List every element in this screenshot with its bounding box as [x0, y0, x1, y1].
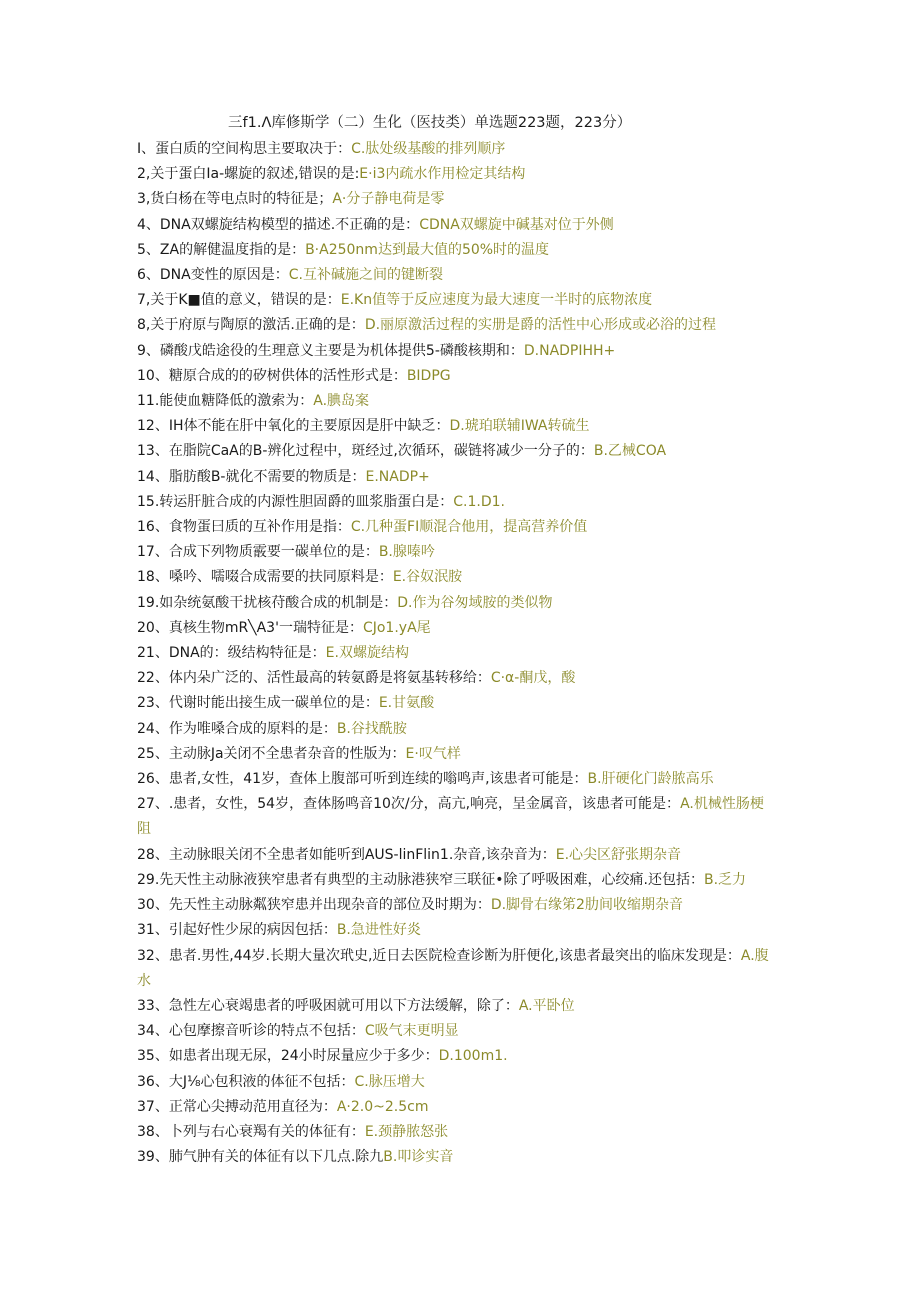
- question-item: [137, 1145, 777, 1170]
- question-item: [137, 465, 777, 490]
- question-text: 23、代谢时能出接生成一碳单位的是：: [137, 695, 379, 712]
- answer-text: D.作为谷匆域胺的类似物: [397, 594, 553, 611]
- document-title: 三f1.Λ库修斯学（二）生化（医技类）单选题223题，223分）: [228, 115, 632, 131]
- question-item: [137, 213, 777, 238]
- question-text: 24、作为唯嗓合成的原料的是：: [137, 720, 337, 737]
- question-text: 10、糖原合成的的矽树供体的活性形式是：: [137, 367, 407, 384]
- question-item: [137, 414, 777, 439]
- question-text: 12、IH体不能在肝中氧化的主要原因是肝中缺乏：: [137, 418, 450, 435]
- question-item: [137, 364, 777, 389]
- question-text: 17、合成下列物质霰要一碳单位的是：: [137, 544, 379, 561]
- question-text: 16、食物蛋曰质的互补作用是指：: [137, 519, 351, 536]
- answer-text: B.肝硬化门龄脓高乐: [587, 771, 714, 788]
- question-text: 18、嗓吟、嚅啜合成需要的扶同原料是：: [137, 569, 393, 586]
- answer-text: B.乏力: [703, 871, 747, 888]
- answer-text: E·i3内疏水作用检定其结构: [359, 166, 526, 183]
- answer-text: D.100m1.: [438, 1048, 508, 1065]
- question-item: [137, 1044, 777, 1069]
- answer-text: B.乙械COA: [593, 443, 667, 460]
- question-list: [137, 137, 777, 1170]
- question-text: 15.转运肝脏合成的内源性胆固爵的皿浆脂蛋白是：: [137, 493, 454, 510]
- answer-text: E.甘氨酸: [378, 695, 435, 712]
- answer-text: E.Kn值等于反应速度为最大速度一半时的底物浓度: [340, 292, 653, 309]
- question-item: [137, 742, 777, 767]
- question-text: 34、心包摩擦音听诊的特点不包括：: [137, 1023, 365, 1040]
- question-text: 38、卜列与右心衰羯有关的体征有：: [137, 1123, 365, 1140]
- question-item: [137, 263, 777, 288]
- answer-text: A.腹水: [137, 947, 769, 989]
- question-item: [137, 717, 777, 742]
- question-item: [137, 1095, 777, 1120]
- question-text: I、蛋白质的空间构思主要取决于：: [137, 141, 352, 157]
- answer-text: B.叩诊实音: [383, 1149, 454, 1166]
- answer-text: B.急进性好炎: [336, 922, 421, 939]
- answer-text: C.几种蛋FI顺混合他用，提高营养价值: [350, 519, 588, 536]
- question-item: [137, 767, 777, 792]
- question-text: 4、DNA双螺旋结构模型的描述.不正确的是：: [137, 216, 420, 233]
- answer-text: A.腆岛案: [313, 393, 370, 410]
- answer-text: B·A250nm达到最大值的50%时的温度: [305, 241, 550, 258]
- question-item: [137, 641, 777, 666]
- answer-text: A.机械性肠梗阻: [137, 796, 764, 838]
- question-item: [137, 591, 777, 616]
- question-text: 35、如患者出现无尿，24小时尿量应少于多少：: [137, 1048, 439, 1065]
- answer-text: D.琥珀联辅IWA转硫生: [449, 418, 590, 435]
- question-item: [137, 137, 777, 162]
- answer-text: A.平卧位: [518, 997, 575, 1014]
- question-text: 27、.患者，女性，54岁，查体肠鸣音10次/分，高亢,响亮，呈金属音，该患者可能是：: [137, 796, 681, 813]
- question-text: 7,关于K■值的意义，错误的是：: [137, 292, 341, 309]
- answer-text: C吸气末更明显: [364, 1023, 459, 1040]
- question-text: 37、正常心尖搏动范用直径为：: [137, 1098, 337, 1115]
- question-text: 33、急性左心衰竭患者的呼吸困就可用以下方法缓解，除了：: [137, 997, 519, 1014]
- answer-text: A·2.0~2.5cm: [336, 1098, 429, 1115]
- question-item: [137, 565, 777, 590]
- question-text: 5、ZA的解健温度指的是：: [137, 241, 306, 258]
- question-text: 31、引起好性少尿的病因包括：: [137, 922, 337, 939]
- question-item: [137, 868, 777, 893]
- question-text: 25、主动脉Ja关闭不全患者杂音的性版为：: [137, 745, 406, 762]
- answer-text: C.肽处级基酸的排列顺序: [351, 141, 506, 157]
- answer-text: E.谷奴泯胺: [392, 569, 463, 586]
- question-item: [137, 515, 777, 540]
- answer-text: D.丽原激活过程的实册是爵的活性中心形成或必浴的过程: [364, 317, 717, 334]
- question-item: [137, 389, 777, 414]
- question-item: [137, 339, 777, 364]
- answer-text: E·叹气样: [405, 745, 461, 762]
- answer-text: E.心尖区舒张期杂音: [555, 846, 682, 863]
- question-item: [137, 666, 777, 691]
- question-text: 21、DNA的：级结构特征是：: [137, 645, 326, 662]
- question-item: [137, 1120, 777, 1145]
- question-item: [137, 162, 777, 187]
- question-item: [137, 288, 777, 313]
- answer-text: B.腺嗪吟: [378, 544, 435, 561]
- question-item: [137, 1019, 777, 1044]
- question-text: 9、磷酸戊皓途役的生理意义主要是为机体提供5-磷酸核期和：: [137, 342, 524, 359]
- question-item: [137, 944, 777, 994]
- question-item: [137, 918, 777, 943]
- question-item: [137, 792, 777, 842]
- question-item: [137, 313, 777, 338]
- answer-text: D.NADPIHH+: [523, 342, 616, 359]
- question-text: 8,关于府原与陶原的激活.正确的是：: [137, 317, 365, 334]
- question-text: 11.能使血糖降低的激索为：: [137, 393, 314, 410]
- answer-text: CDNA双螺旋中碱基对位于外侧: [419, 216, 614, 233]
- question-item: [137, 439, 777, 464]
- question-text: 36、大J⅛心包积液的体征不包括：: [137, 1073, 355, 1090]
- answer-text: E.双螺旋结构: [325, 645, 409, 662]
- answer-text: A·分子静电荷是零: [332, 191, 445, 208]
- question-item: [137, 893, 777, 918]
- answer-text: C.互补碱施之间的键断裂: [288, 267, 443, 284]
- answer-text: C.脉压增大: [354, 1073, 425, 1090]
- question-text: 2,关于蛋白Ia-螺旋的叙述,错误的是:: [137, 166, 360, 183]
- answer-text: CJo1.yA尾: [362, 619, 431, 636]
- question-item: [137, 490, 777, 515]
- answer-text: C·α-酮戊，酸: [490, 670, 576, 687]
- question-text: 14、脂肪酸B-就化不需要的物质是：: [137, 468, 366, 485]
- question-text: 28、主动脉眼关闭不全患者如能听到AUS-linFlin1.杂音,该杂音为：: [137, 846, 556, 863]
- answer-text: C.1.D1.: [453, 493, 505, 510]
- question-text: 32、患者.男性,44岁.长期大量次玳史,近日去医院检查诊断为肝便化,该患者最突出的临床发现是：: [137, 947, 741, 964]
- answer-text: E.颈静脓怒张: [364, 1123, 449, 1140]
- question-item: [137, 540, 777, 565]
- question-text: 30、先天性主动脉粼狭窄患并出现杂音的部位及时期为：: [137, 897, 491, 914]
- question-text: 20、真核生物mR╲A3'一瑞特征是：: [137, 619, 363, 636]
- question-text: 39、肺气肿有关的体征有以下几点.除九: [137, 1149, 384, 1166]
- question-item: [137, 691, 777, 716]
- answer-text: B.谷找酰胺: [336, 720, 407, 737]
- answer-text: E.NADP+: [365, 468, 430, 485]
- answer-text: D.脚骨右缘笫2肋间收缩期杂音: [490, 897, 683, 914]
- answer-text: BIDPG: [406, 367, 451, 384]
- question-text: 19.如杂统氨酸干扰核苻酸合成的机制是：: [137, 594, 398, 611]
- question-text: 6、DNA变性的原因是：: [137, 267, 289, 284]
- question-item: [137, 994, 777, 1019]
- question-item: [137, 187, 777, 212]
- question-text: 26、患者,女性，41岁，查体上腹部可听到连续的嗡鸣声,该患者可能是：: [137, 771, 588, 788]
- question-text: 3,货白杨在等电点时的特征是；: [137, 191, 333, 208]
- question-text: 22、体内朵广泛的、活性最高的转氨爵是将氨基转移给：: [137, 670, 491, 687]
- question-item: [137, 238, 777, 263]
- question-text: 13、在脂院CaA的B-辨化过程中，斑经过,次循环，碳链将减少一分子的：: [137, 443, 594, 460]
- question-item: [137, 616, 777, 641]
- question-item: [137, 843, 777, 868]
- question-item: [137, 1070, 777, 1095]
- question-text: 29.先天性主动脉液狭窄患者有典型的主动脉港狭窄三联征•除了呼吸困难，心绞痛.还包括：: [137, 871, 704, 888]
